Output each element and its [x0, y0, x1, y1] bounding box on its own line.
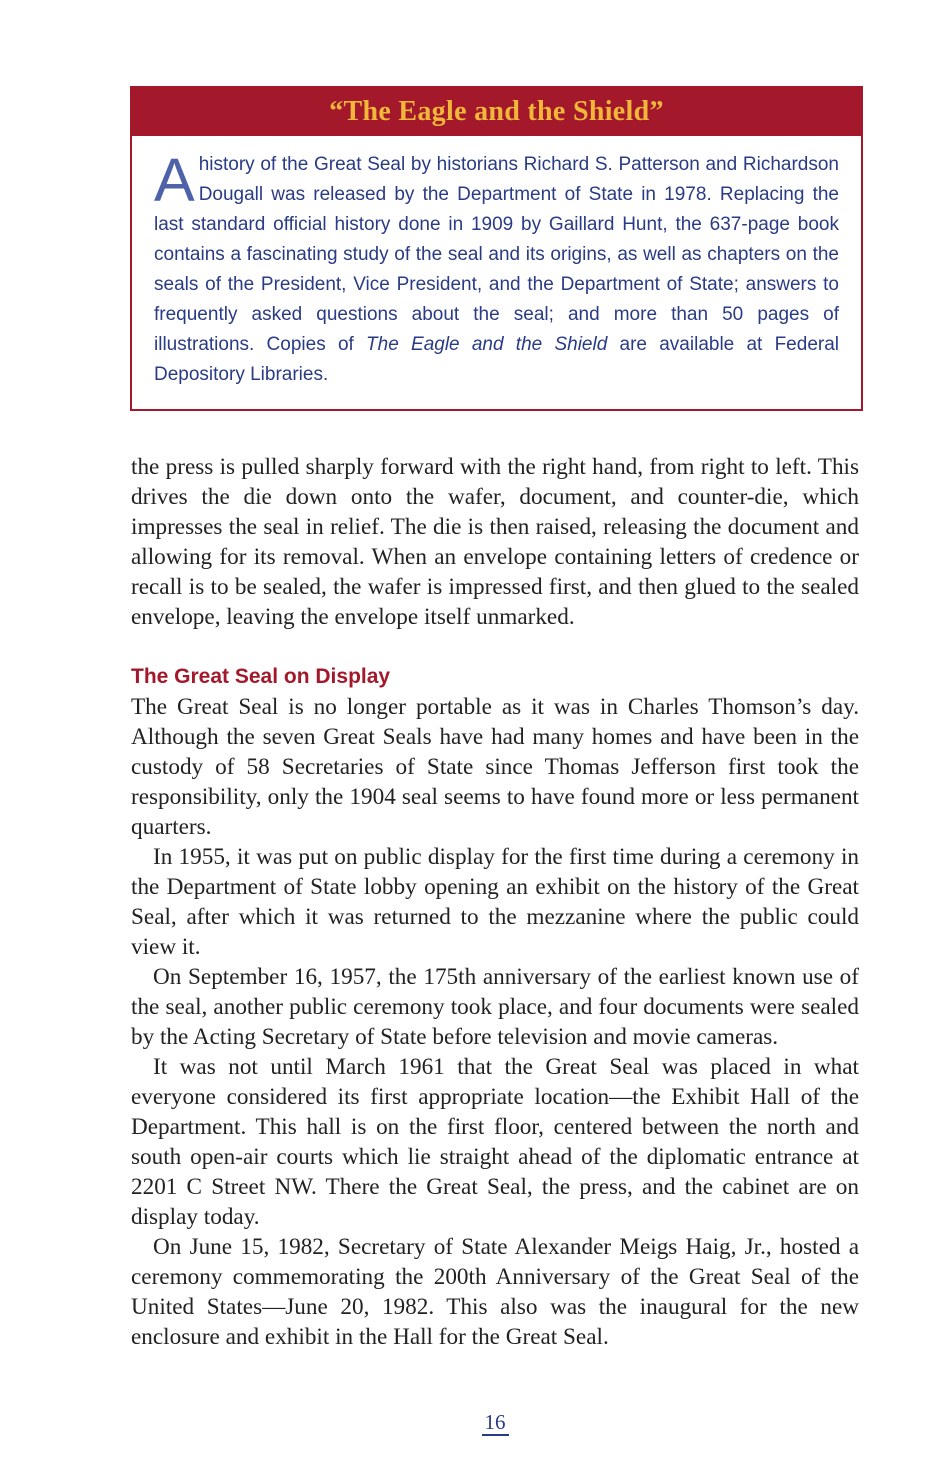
- drop-cap: A: [154, 146, 195, 214]
- main-text: [131, 452, 859, 1352]
- sidebar-text-2: are available at Federal Depository Libraries.: [154, 334, 839, 385]
- body-paragraph-1: The Great Seal is no longer portable as it was in Charles Thomson’s day. Although the seven Great Seals have had many homes and have been in the custody of 58 Secretaries of State since Thomas Jefferson first took the responsibility, only the 1904 seal seems to have found more or less permanent quarters.: [131, 694, 859, 840]
- body-paragraph-2: In 1955, it was put on public display for the first time during a ceremony in the Department of State lobby opening an exhibit on the history of the Great Seal, after which it was returned to the mezzanine where the public could view it.: [131, 844, 859, 960]
- sidebar-title: “The Eagle and the Shield”: [329, 96, 664, 127]
- sidebar-book-title: The Eagle and the Shield: [366, 334, 608, 355]
- body-paragraph-5: On June 15, 1982, Secretary of State Alexander Meigs Haig, Jr., hosted a ceremony commemorating the 200th Anniversary of the Great Seal of the United States—June 20, 1982. This also was the inaugural for the new enclosure and exhibit in the Hall for the Great Seal.: [131, 1234, 859, 1350]
- page-number: [0, 1408, 950, 1436]
- sidebar-body: [132, 136, 861, 390]
- intro-paragraph: the press is pulled sharply forward with the right hand, from right to left. This drives the die down onto the wafer, document, and counter-die, which impresses the seal in relief. The die is then raised, releasing the document and allowing for its removal. When an envelope containing letters of credence or recall is to be sealed, the wafer is impressed first, and then glued to the sealed envelope, leaving the envelope itself unmarked.: [131, 454, 859, 630]
- sidebar-box: [130, 86, 863, 411]
- sidebar-header: [132, 88, 861, 136]
- section-heading: The Great Seal on Display: [131, 665, 391, 688]
- sidebar-text-1: history of the Great Seal by historians Richard S. Patterson and Richardson Dougall was released by the Department of State in 1978. Replacing the last standard official history done in 1909 by Gaillard Hunt, the 637-page book contains a fascinating study of the seal and its origins, as well as chapters on the seals of the President, Vice President, and the Department of State; answers to frequently asked questions about the seal; and more than 50 pages of illustrations. Copies of: [154, 154, 839, 355]
- body-paragraph-4: It was not until March 1961 that the Great Seal was placed in what everyone considered its first appropriate location—the Exhibit Hall of the Department. This hall is on the first floor, centered between the north and south open-air courts which lie straight ahead of the diplomatic entrance at 2201 C Street NW. There the Great Seal, the press, and the cabinet are on display today.: [131, 1054, 859, 1230]
- page-number-label: 16: [482, 1410, 509, 1436]
- body-paragraph-3: On September 16, 1957, the 175th anniversary of the earliest known use of the seal, another public ceremony took place, and four documents were sealed by the Acting Secretary of State before television and movie cameras.: [131, 964, 859, 1050]
